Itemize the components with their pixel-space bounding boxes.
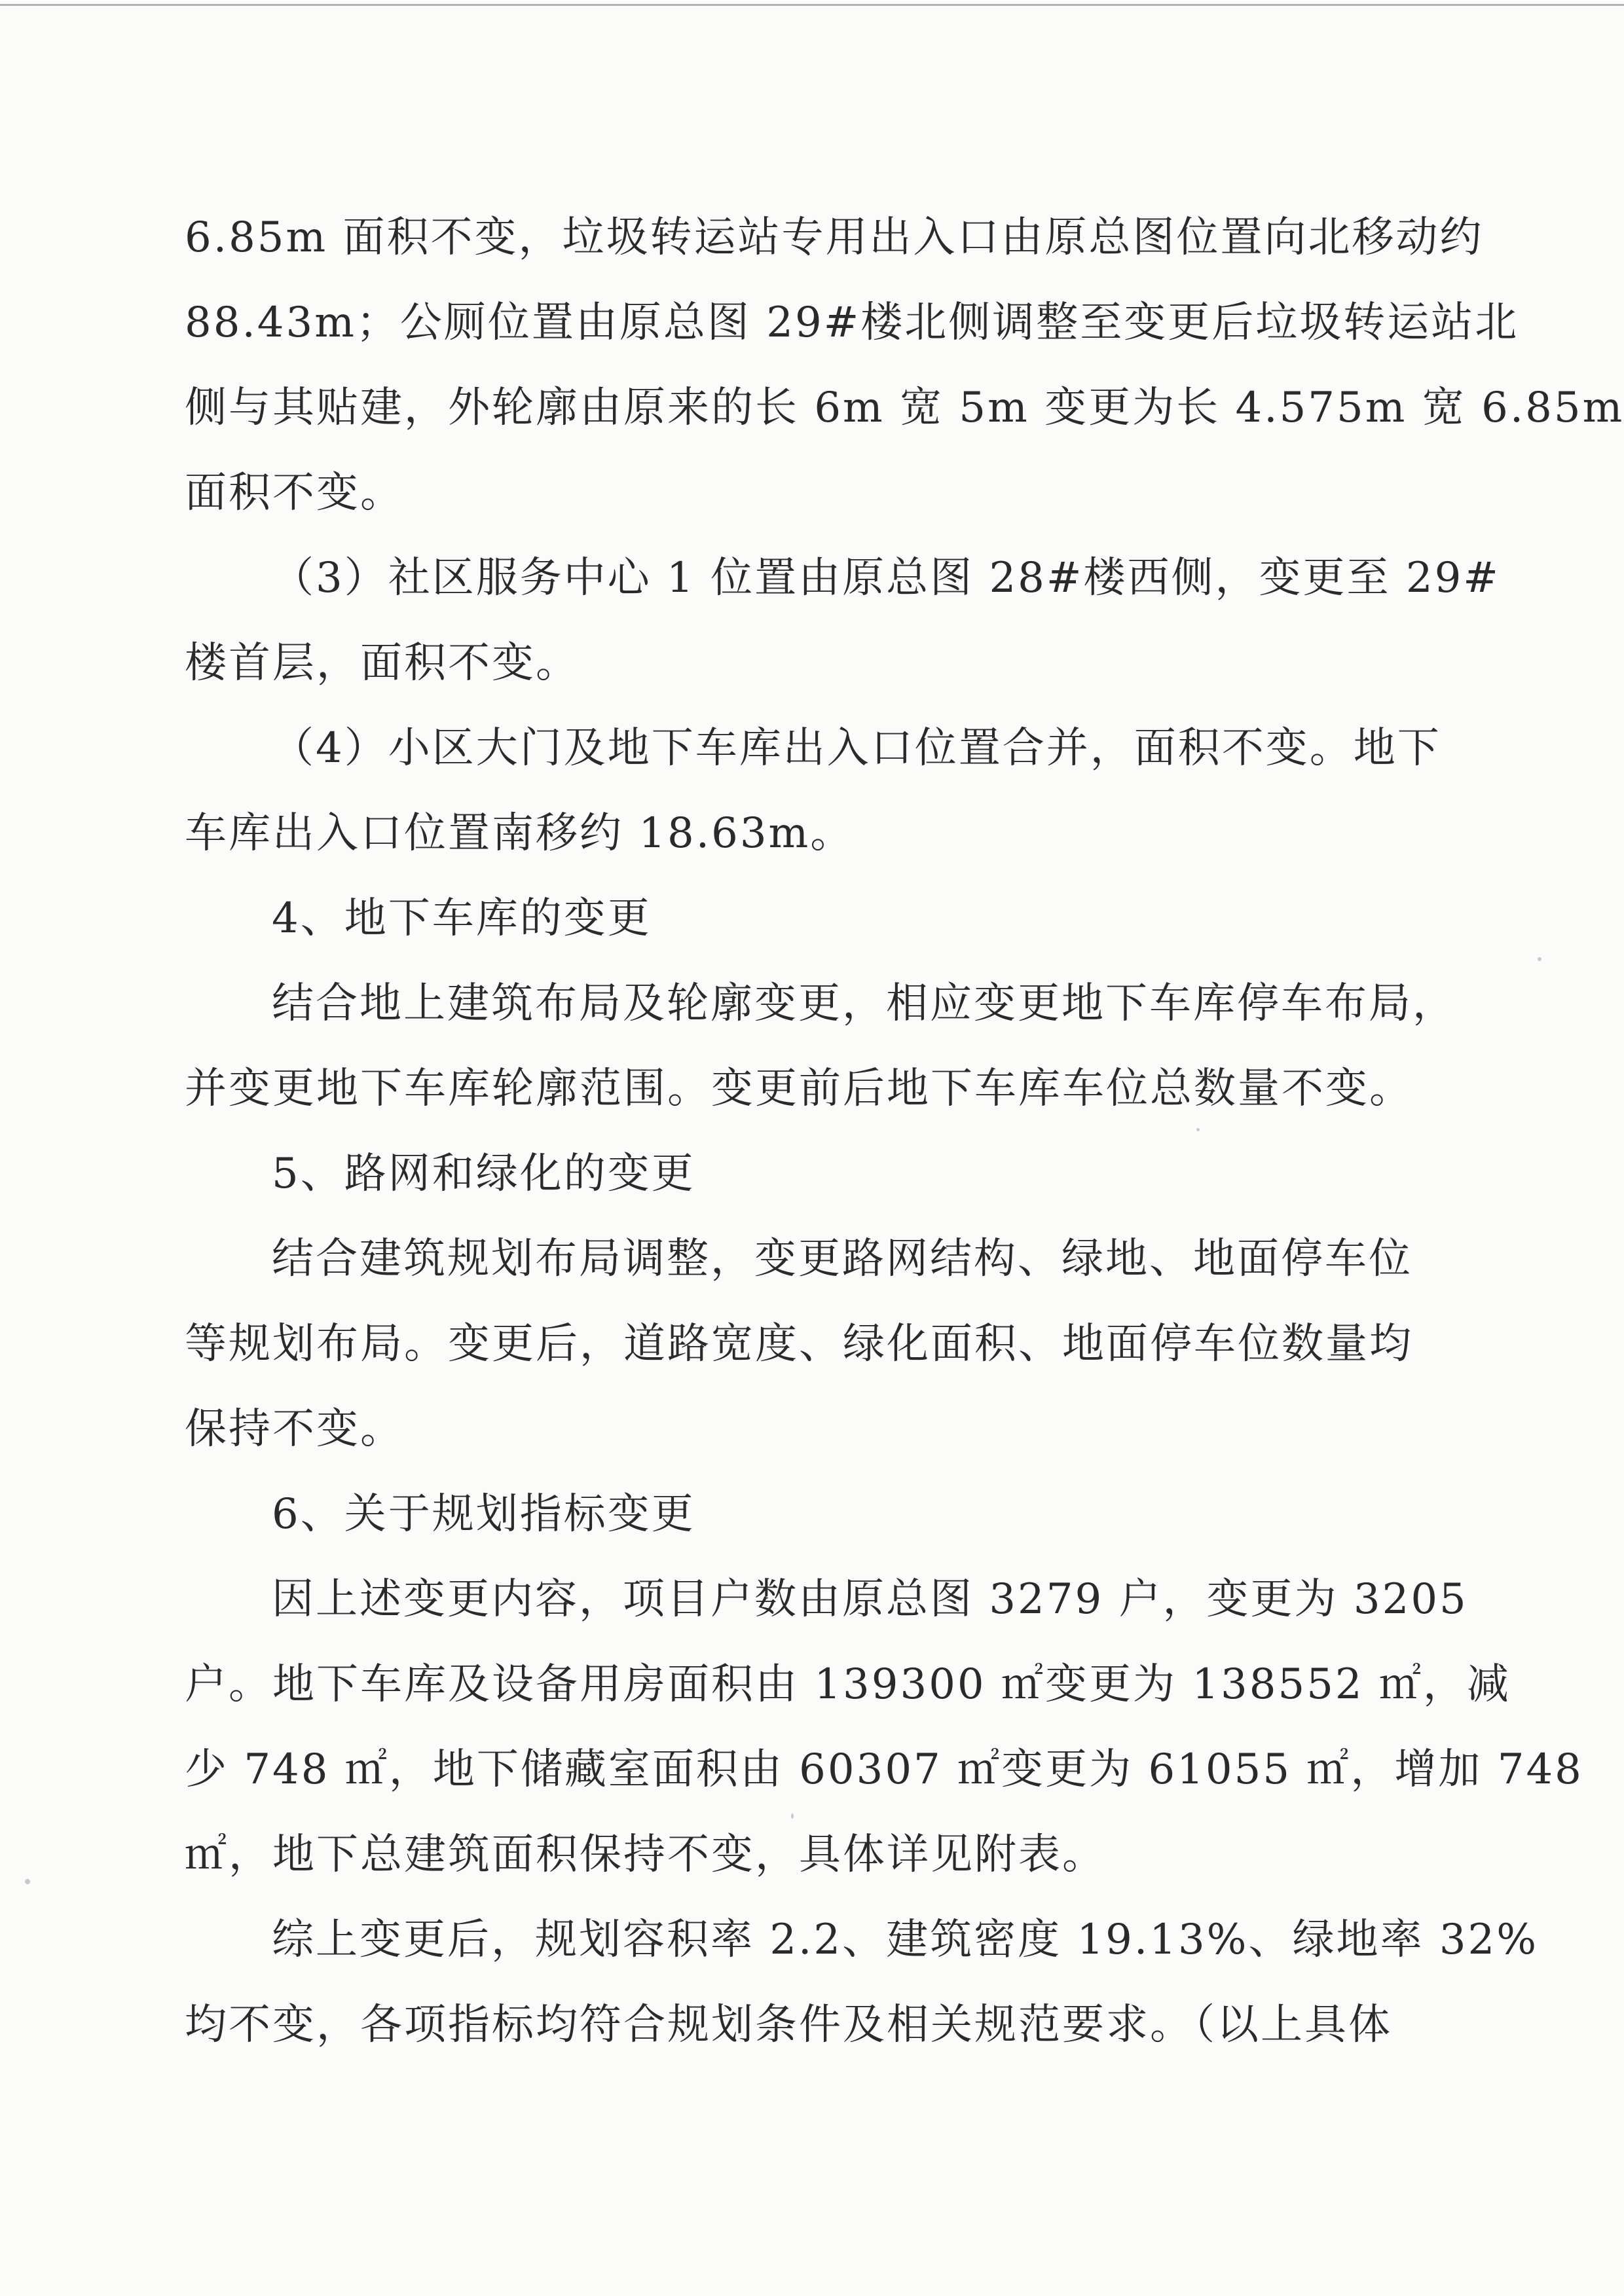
paragraph-line: 均不变，各项指标均符合规划条件及相关规范要求。（以上具体 [185,2001,1392,2049]
section-heading: 6、关于规划指标变更 [272,1490,695,1539]
paragraph-line: 结合地上建筑布局及轮廓变更，相应变更地下车库停车布局， [272,979,1456,1028]
paragraph-line: 户。地下车库及设备用房面积由 139300 ㎡变更为 138552 ㎡，减 [185,1660,1511,1709]
paragraph-line: 车库出入口位置南移约 18.63m。 [185,809,855,858]
paragraph-line: 88.43m；公厕位置由原总图 29#楼北侧调整至变更后垃圾转运站北 [185,299,1519,347]
scan-speck [1538,957,1541,961]
section-heading: 5、路网和绿化的变更 [272,1150,695,1198]
paragraph-line: （4）小区大门及地下车库出入口位置合并，面积不变。地下 [272,724,1441,773]
paragraph-line: （3）社区服务中心 1 位置由原总图 28#楼西侧，变更至 29# [272,554,1500,602]
paragraph-line: ㎡，地下总建筑面积保持不变，具体详见附表。 [185,1831,1106,1879]
paragraph-line: 楼首层，面积不变。 [185,639,580,687]
paragraph-line: 等规划布局。变更后，道路宽度、绿化面积、地面停车位数量均 [185,1320,1413,1368]
paragraph-line: 少 748 ㎡，地下储藏室面积由 60307 ㎡变更为 61055 ㎡，增加 748 [185,1745,1583,1794]
paragraph-line: 侧与其贴建，外轮廓由原来的长 6m 宽 5m 变更为长 4.575m 宽 6.85m [185,384,1624,432]
section-heading: 4、地下车库的变更 [272,894,652,943]
scan-speck [1196,1128,1200,1131]
paragraph-line: 保持不变。 [185,1405,404,1453]
paragraph-line: 综上变更后，规划容积率 2.2、建筑密度 19.13%、绿地率 32% [272,1916,1539,1964]
paragraph-line: 并变更地下车库轮廓范围。变更前后地下车库车位总数量不变。 [185,1065,1413,1113]
paragraph-line: 6.85m 面积不变，垃圾转运站专用出入口由原总图位置向北移动约 [185,213,1484,262]
paragraph-line: 结合建筑规划布局调整，变更路网结构、绿地、地面停车位 [272,1235,1412,1283]
paragraph-line: 因上述变更内容，项目户数由原总图 3279 户，变更为 3205 [272,1575,1468,1624]
paragraph-line: 面积不变。 [185,469,404,517]
scan-speck [25,1879,30,1884]
scan-speck [791,1813,794,1819]
